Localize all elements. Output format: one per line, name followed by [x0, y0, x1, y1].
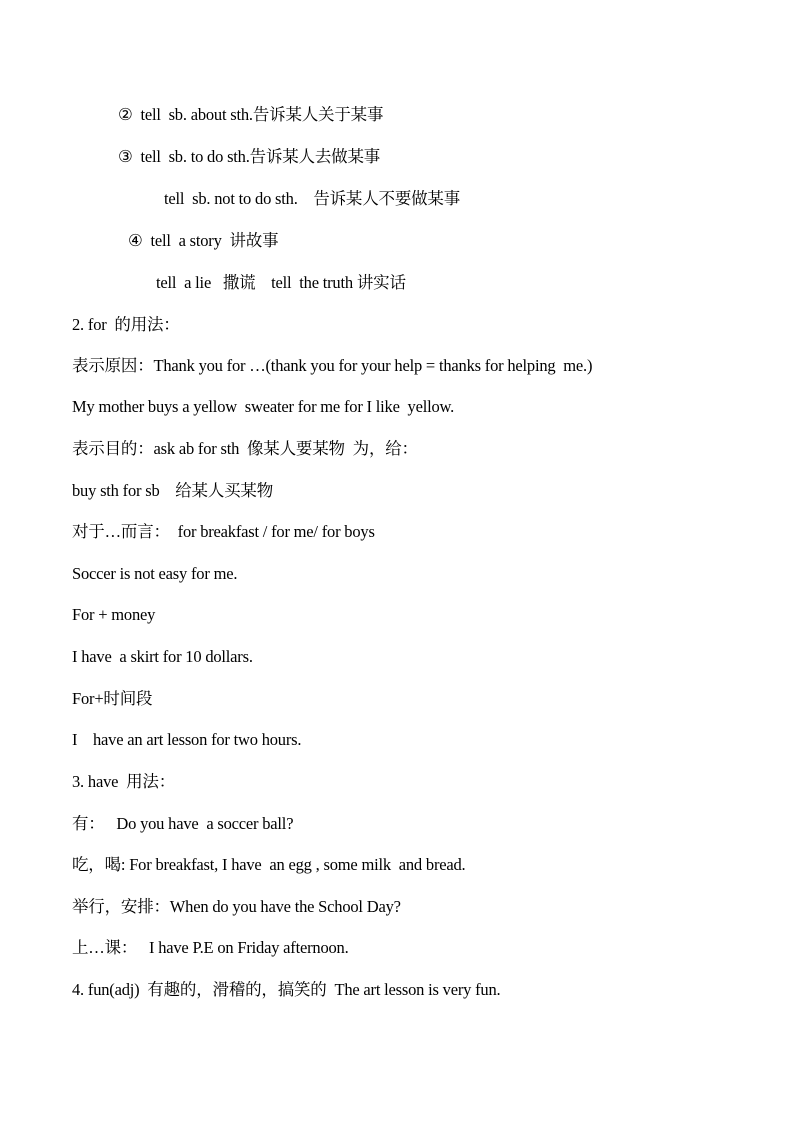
text-line: 有： Do you have a soccer ball? — [72, 814, 294, 833]
text-line: I have a skirt for 10 dollars. — [72, 647, 253, 666]
text-line: For+时间段 — [72, 689, 153, 708]
text-line: ② tell sb. about sth.告诉某人关于某事 — [118, 105, 384, 124]
section-heading-for: 2. for 的用法： — [72, 315, 180, 334]
text-line: Soccer is not easy for me. — [72, 564, 238, 583]
text-line: buy sth for sb 给某人买某物 — [72, 481, 273, 500]
text-line: tell sb. not to do sth. 告诉某人不要做某事 — [164, 189, 461, 208]
text-line: 上…课： I have P.E on Friday afternoon. — [72, 938, 349, 957]
text-line: 对于…而言： for breakfast / for me/ for boys — [72, 522, 375, 541]
section-heading-have: 3. have 用法： — [72, 772, 175, 791]
text-line: ③ tell sb. to do sth.告诉某人去做某事 — [118, 147, 381, 166]
text-line: ④ tell a story 讲故事 — [128, 231, 279, 250]
text-line: 表示原因：Thank you for …(thank you for your help = thanks for helping me.) — [72, 356, 593, 375]
text-line: 举行，安排：When do you have the School Day? — [72, 897, 401, 916]
text-line: I have an art lesson for two hours. — [72, 730, 302, 749]
section-heading-fun: 4. fun(adj) 有趣的，滑稽的，搞笑的 The art lesson is very fun. — [72, 980, 501, 999]
text-line: 吃，喝: For breakfast, I have an egg , some milk and bread. — [72, 855, 466, 874]
text-line: tell a lie 撒谎 tell the truth 讲实话 — [156, 273, 406, 292]
text-line: My mother buys a yellow sweater for me for I like yellow. — [72, 397, 455, 416]
text-line: 表示目的：ask ab for sth 像某人要某物 为，给： — [72, 439, 418, 458]
text-line: For + money — [72, 605, 156, 624]
